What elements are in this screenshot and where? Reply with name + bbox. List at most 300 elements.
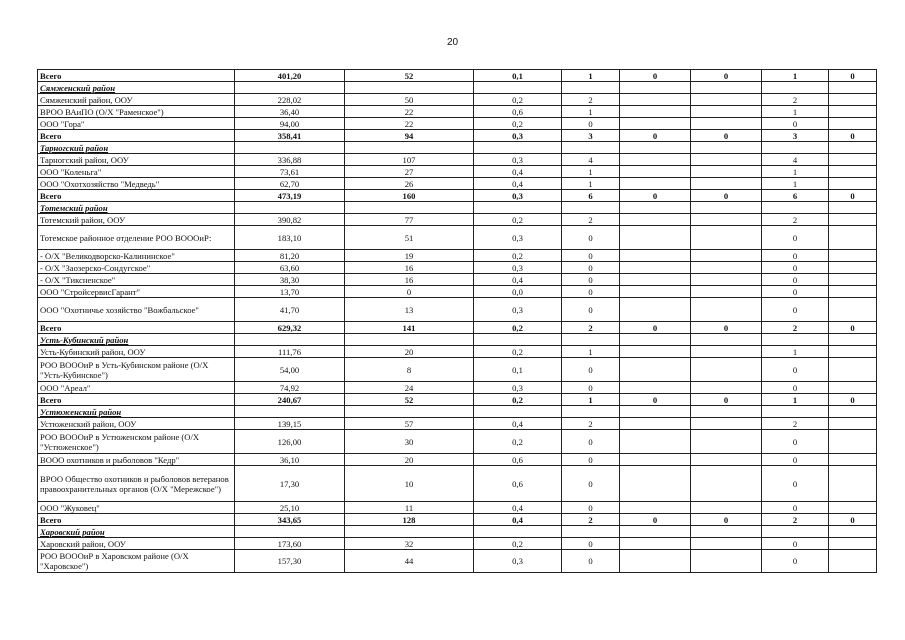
value-cell [474, 406, 562, 418]
value-cell [474, 334, 562, 346]
value-cell: 1 [562, 346, 620, 358]
value-cell: 0 [829, 190, 877, 202]
table-row [38, 454, 877, 466]
value-cell: 2 [562, 214, 620, 226]
value-cell: 0,4 [474, 274, 562, 286]
value-cell: 20 [345, 346, 474, 358]
value-cell [620, 166, 691, 178]
value-cell: 0 [762, 226, 829, 250]
value-cell: 32 [345, 538, 474, 550]
value-cell: 0 [762, 286, 829, 298]
value-cell: 1 [762, 106, 829, 118]
value-cell: 22 [345, 106, 474, 118]
value-cell [620, 466, 691, 502]
value-cell: 0 [620, 394, 691, 406]
value-cell [691, 358, 762, 382]
value-cell [235, 334, 345, 346]
value-cell [829, 250, 877, 262]
value-cell [691, 466, 762, 502]
value-cell: 0 [762, 538, 829, 550]
value-cell [829, 526, 877, 538]
value-cell [762, 202, 829, 214]
row-label-cell: РОО ВОООиР в Харовском районе (О/Х "Харовское") [38, 550, 235, 573]
row-label-cell: Харовский район [38, 526, 235, 538]
row-label-cell: Тарногский район [38, 142, 235, 154]
value-cell: 0,2 [474, 118, 562, 130]
value-cell: 141 [345, 322, 474, 334]
total-row [38, 70, 877, 82]
row-label-cell: - О/Х "Тиксненское" [38, 274, 235, 286]
value-cell [620, 202, 691, 214]
value-cell: 13,70 [235, 286, 345, 298]
value-cell: 0,2 [474, 322, 562, 334]
value-cell [235, 406, 345, 418]
value-cell [474, 142, 562, 154]
value-cell: 0 [829, 514, 877, 526]
value-cell: 0 [620, 322, 691, 334]
district-header-row [38, 82, 877, 94]
value-cell: 2 [762, 94, 829, 106]
value-cell: 2 [762, 214, 829, 226]
row-label-cell: Устюженский район [38, 406, 235, 418]
value-cell: 38,30 [235, 274, 345, 286]
table-row [38, 262, 877, 274]
value-cell [691, 226, 762, 250]
value-cell: 25,10 [235, 502, 345, 514]
value-cell [691, 346, 762, 358]
value-cell [762, 406, 829, 418]
value-cell: 13 [345, 298, 474, 322]
value-cell: 0,4 [474, 502, 562, 514]
value-cell: 0,2 [474, 430, 562, 454]
value-cell: 401,20 [235, 70, 345, 82]
value-cell: 1 [562, 394, 620, 406]
value-cell [829, 106, 877, 118]
table-row [38, 166, 877, 178]
value-cell [829, 154, 877, 166]
value-cell: 343,65 [235, 514, 345, 526]
value-cell [829, 94, 877, 106]
value-cell: 0,3 [474, 190, 562, 202]
value-cell [620, 298, 691, 322]
value-cell: 26 [345, 178, 474, 190]
district-header-row [38, 406, 877, 418]
value-cell: 0 [762, 502, 829, 514]
row-label-cell: Тотемский район [38, 202, 235, 214]
value-cell: 1 [562, 106, 620, 118]
value-cell: 0,3 [474, 382, 562, 394]
value-cell [620, 538, 691, 550]
row-label-cell: Всего [38, 130, 235, 142]
value-cell: 0,2 [474, 250, 562, 262]
value-cell: 0 [562, 502, 620, 514]
value-cell [691, 286, 762, 298]
value-cell [691, 298, 762, 322]
value-cell [829, 358, 877, 382]
value-cell [620, 274, 691, 286]
table-row [38, 430, 877, 454]
total-row [38, 322, 877, 334]
table-row [38, 118, 877, 130]
table-row [38, 346, 877, 358]
value-cell [620, 406, 691, 418]
value-cell [620, 418, 691, 430]
table-row [38, 250, 877, 262]
value-cell: 11 [345, 502, 474, 514]
value-cell: 73,61 [235, 166, 345, 178]
value-cell [691, 94, 762, 106]
value-cell [235, 202, 345, 214]
value-cell: 0,2 [474, 394, 562, 406]
value-cell: 0 [562, 250, 620, 262]
value-cell [691, 154, 762, 166]
row-label-cell: Сямженский район, ООУ [38, 94, 235, 106]
value-cell: 0 [829, 322, 877, 334]
value-cell [762, 334, 829, 346]
total-row [38, 394, 877, 406]
table-row [38, 214, 877, 226]
value-cell: 0,6 [474, 466, 562, 502]
value-cell: 157,30 [235, 550, 345, 573]
value-cell: 1 [562, 70, 620, 82]
row-label-cell: РОО ВОООиР в Устюженском районе (О/Х "Устюженское") [38, 430, 235, 454]
value-cell: 0 [620, 190, 691, 202]
value-cell: 0 [345, 286, 474, 298]
value-cell: 0 [562, 454, 620, 466]
value-cell: 0 [762, 298, 829, 322]
value-cell: 94,00 [235, 118, 345, 130]
value-cell: 139,15 [235, 418, 345, 430]
value-cell [620, 118, 691, 130]
value-cell: 0,4 [474, 178, 562, 190]
table-row [38, 286, 877, 298]
value-cell: 17,30 [235, 466, 345, 502]
value-cell [829, 178, 877, 190]
value-cell: 358,41 [235, 130, 345, 142]
value-cell: 4 [762, 154, 829, 166]
value-cell: 0,4 [474, 514, 562, 526]
value-cell: 128 [345, 514, 474, 526]
value-cell [691, 178, 762, 190]
value-cell [829, 214, 877, 226]
table-row [38, 502, 877, 514]
value-cell: 27 [345, 166, 474, 178]
value-cell [620, 550, 691, 573]
value-cell: 107 [345, 154, 474, 166]
value-cell [829, 262, 877, 274]
value-cell: 6 [562, 190, 620, 202]
table-body [38, 70, 877, 573]
value-cell: 0 [762, 358, 829, 382]
value-cell [691, 538, 762, 550]
value-cell [829, 346, 877, 358]
value-cell: 0 [620, 70, 691, 82]
row-label-cell: ООО "Жуковец" [38, 502, 235, 514]
value-cell: 0 [762, 118, 829, 130]
value-cell: 2 [562, 94, 620, 106]
value-cell: 473,19 [235, 190, 345, 202]
value-cell [620, 382, 691, 394]
value-cell: 0 [562, 286, 620, 298]
value-cell [620, 334, 691, 346]
value-cell: 0 [762, 262, 829, 274]
value-cell [829, 466, 877, 502]
value-cell: 228,02 [235, 94, 345, 106]
value-cell: 0,0 [474, 286, 562, 298]
value-cell [345, 406, 474, 418]
row-label-cell: Устюженский район, ООУ [38, 418, 235, 430]
row-label-cell: ООО "СтройсервисГарант" [38, 286, 235, 298]
total-row [38, 130, 877, 142]
value-cell [829, 502, 877, 514]
row-label-cell: Усть-Кубинский район [38, 334, 235, 346]
row-label-cell: РОО ВОООиР в Усть-Кубинском районе (О/Х "Усть-Кубинское") [38, 358, 235, 382]
value-cell [829, 82, 877, 94]
value-cell: 2 [562, 322, 620, 334]
row-label-cell: Всего [38, 70, 235, 82]
table-row [38, 538, 877, 550]
value-cell [762, 526, 829, 538]
value-cell: 0 [620, 514, 691, 526]
value-cell: 629,32 [235, 322, 345, 334]
value-cell [620, 82, 691, 94]
value-cell: 0 [562, 466, 620, 502]
value-cell [474, 526, 562, 538]
value-cell: 126,00 [235, 430, 345, 454]
value-cell [345, 202, 474, 214]
value-cell: 0 [829, 394, 877, 406]
value-cell: 10 [345, 466, 474, 502]
value-cell: 1 [762, 178, 829, 190]
value-cell [345, 142, 474, 154]
value-cell: 57 [345, 418, 474, 430]
value-cell: 50 [345, 94, 474, 106]
value-cell: 0 [691, 130, 762, 142]
table-row [38, 298, 877, 322]
value-cell: 0 [562, 262, 620, 274]
value-cell [345, 526, 474, 538]
table-row [38, 418, 877, 430]
hunting-grounds-table [37, 69, 877, 573]
value-cell: 0 [562, 118, 620, 130]
value-cell [762, 82, 829, 94]
value-cell: 0,4 [474, 418, 562, 430]
value-cell [829, 286, 877, 298]
value-cell [691, 82, 762, 94]
value-cell [620, 214, 691, 226]
page-number: 20 [446, 37, 459, 48]
value-cell [829, 334, 877, 346]
row-label-cell: Всего [38, 190, 235, 202]
value-cell [474, 202, 562, 214]
value-cell: 0,2 [474, 346, 562, 358]
row-label-cell: ВРОО ВАиПО (О/Х "Раменское") [38, 106, 235, 118]
value-cell: 41,70 [235, 298, 345, 322]
value-cell: 0,4 [474, 166, 562, 178]
value-cell: 0,3 [474, 226, 562, 250]
value-cell: 74,92 [235, 382, 345, 394]
value-cell [829, 226, 877, 250]
value-cell [620, 142, 691, 154]
value-cell [691, 202, 762, 214]
value-cell: 63,60 [235, 262, 345, 274]
row-label-cell: ВООО охотников и рыболовов "Кедр" [38, 454, 235, 466]
row-label-cell: Всего [38, 322, 235, 334]
value-cell [620, 526, 691, 538]
table-row [38, 382, 877, 394]
value-cell [620, 346, 691, 358]
value-cell: 111,76 [235, 346, 345, 358]
value-cell: 0 [562, 274, 620, 286]
value-cell: 0 [762, 250, 829, 262]
value-cell [345, 334, 474, 346]
value-cell [235, 142, 345, 154]
value-cell [345, 82, 474, 94]
value-cell [762, 142, 829, 154]
value-cell: 51 [345, 226, 474, 250]
value-cell [620, 178, 691, 190]
value-cell [691, 250, 762, 262]
value-cell: 0,3 [474, 154, 562, 166]
row-label-cell: - О/Х "Заозерско-Сондугское" [38, 262, 235, 274]
total-row [38, 514, 877, 526]
value-cell: 22 [345, 118, 474, 130]
value-cell: 336,88 [235, 154, 345, 166]
value-cell: 0 [691, 514, 762, 526]
value-cell [829, 142, 877, 154]
table-row [38, 106, 877, 118]
value-cell: 0,2 [474, 94, 562, 106]
value-cell [691, 334, 762, 346]
value-cell [620, 154, 691, 166]
value-cell: 0,3 [474, 262, 562, 274]
value-cell: 0,1 [474, 358, 562, 382]
value-cell [829, 406, 877, 418]
value-cell: 2 [562, 418, 620, 430]
value-cell: 54,00 [235, 358, 345, 382]
table-row [38, 550, 877, 573]
row-label-cell: ООО "Коленьга" [38, 166, 235, 178]
value-cell [829, 550, 877, 573]
value-cell: 0,3 [474, 550, 562, 573]
value-cell: 0 [762, 550, 829, 573]
value-cell [829, 418, 877, 430]
value-cell: 0 [691, 322, 762, 334]
value-cell: 94 [345, 130, 474, 142]
value-cell: 0 [562, 358, 620, 382]
value-cell: 0,2 [474, 538, 562, 550]
value-cell [620, 94, 691, 106]
value-cell [562, 526, 620, 538]
value-cell: 240,67 [235, 394, 345, 406]
value-cell [620, 226, 691, 250]
value-cell [691, 214, 762, 226]
value-cell [562, 142, 620, 154]
value-cell [691, 430, 762, 454]
value-cell [691, 166, 762, 178]
value-cell [691, 382, 762, 394]
value-cell: 0,6 [474, 454, 562, 466]
district-header-row [38, 334, 877, 346]
value-cell [691, 274, 762, 286]
table-row [38, 274, 877, 286]
value-cell: 2 [762, 322, 829, 334]
value-cell: 1 [762, 346, 829, 358]
value-cell: 52 [345, 394, 474, 406]
row-label-cell: ВРОО Общество охотников и рыболовов ветеранов правоохранительных органов (О/Х "Мережское") [38, 466, 235, 502]
table-row [38, 226, 877, 250]
value-cell [829, 202, 877, 214]
row-label-cell: ООО "Ареал" [38, 382, 235, 394]
table-row [38, 178, 877, 190]
value-cell: 36,40 [235, 106, 345, 118]
value-cell [620, 358, 691, 382]
value-cell: 0 [691, 190, 762, 202]
value-cell: 19 [345, 250, 474, 262]
value-cell [691, 418, 762, 430]
value-cell [829, 454, 877, 466]
row-label-cell: Тарногский район, ООУ [38, 154, 235, 166]
value-cell: 16 [345, 274, 474, 286]
value-cell: 0 [762, 454, 829, 466]
value-cell: 30 [345, 430, 474, 454]
value-cell [691, 406, 762, 418]
value-cell: 62,70 [235, 178, 345, 190]
value-cell: 3 [562, 130, 620, 142]
value-cell [829, 382, 877, 394]
value-cell: 0 [620, 130, 691, 142]
value-cell: 1 [762, 70, 829, 82]
value-cell [829, 538, 877, 550]
value-cell: 4 [562, 154, 620, 166]
value-cell [562, 202, 620, 214]
value-cell [691, 106, 762, 118]
value-cell: 1 [762, 394, 829, 406]
value-cell [620, 286, 691, 298]
value-cell: 0 [562, 298, 620, 322]
value-cell [562, 82, 620, 94]
value-cell [562, 334, 620, 346]
value-cell: 24 [345, 382, 474, 394]
value-cell [235, 526, 345, 538]
value-cell: 390,82 [235, 214, 345, 226]
value-cell: 77 [345, 214, 474, 226]
value-cell: 0 [762, 430, 829, 454]
row-label-cell: - О/Х "Великодворско-Калининское" [38, 250, 235, 262]
row-label-cell: Усть-Кубинский район, ООУ [38, 346, 235, 358]
value-cell: 0 [562, 226, 620, 250]
value-cell [829, 430, 877, 454]
row-label-cell: ООО "Охотхозяйство "Медведь" [38, 178, 235, 190]
value-cell: 2 [762, 514, 829, 526]
value-cell [691, 118, 762, 130]
value-cell: 8 [345, 358, 474, 382]
value-cell: 0,1 [474, 70, 562, 82]
value-cell: 0 [691, 70, 762, 82]
row-label-cell: Всего [38, 514, 235, 526]
value-cell: 160 [345, 190, 474, 202]
row-label-cell: Сямженский район [38, 82, 235, 94]
table-row [38, 94, 877, 106]
value-cell: 3 [762, 130, 829, 142]
row-label-cell: ООО "Охотничье хозяйство "Вожбальское" [38, 298, 235, 322]
value-cell: 36,10 [235, 454, 345, 466]
value-cell [620, 502, 691, 514]
value-cell [691, 526, 762, 538]
value-cell: 0 [562, 538, 620, 550]
value-cell: 0 [762, 466, 829, 502]
table-row [38, 358, 877, 382]
